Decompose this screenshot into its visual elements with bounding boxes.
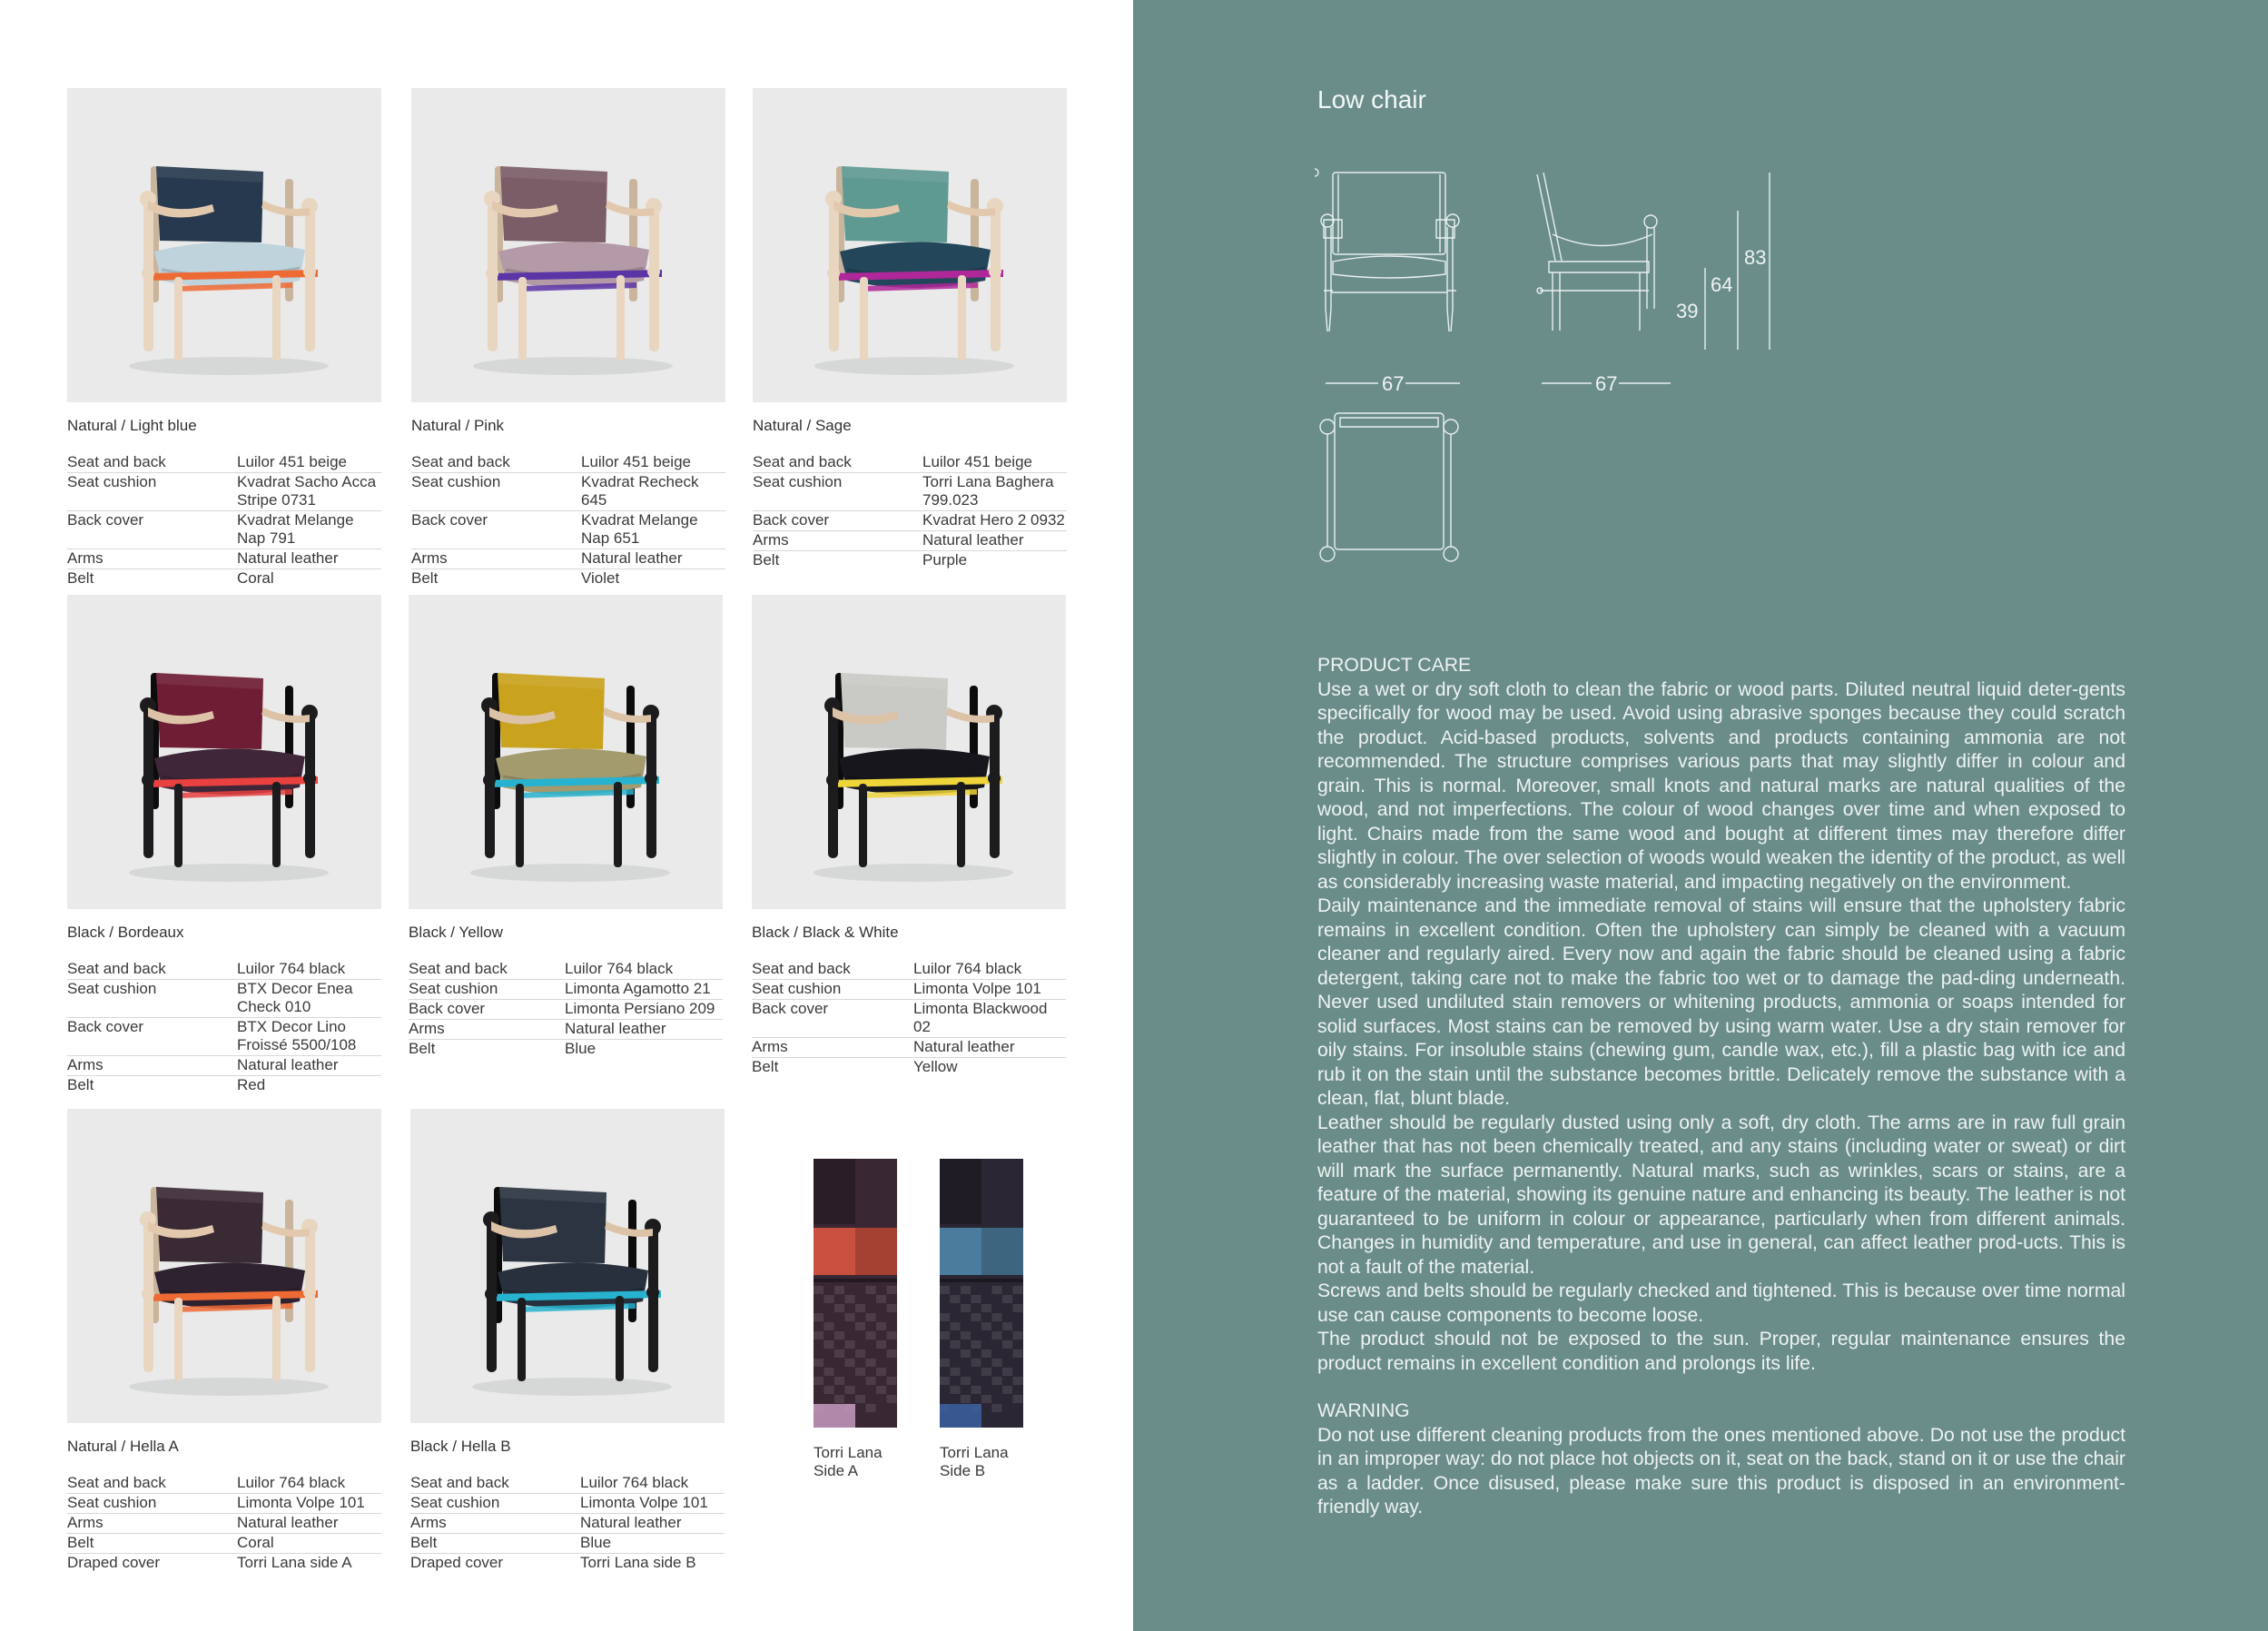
spec-row: [752, 1058, 1066, 1077]
spec-key: Back cover: [753, 511, 830, 529]
top-view-drawing: [1320, 413, 1458, 561]
chair-photo: [752, 595, 1066, 909]
spec-row: [67, 1554, 381, 1573]
spec-row: [753, 531, 1067, 551]
spec-key: Seat and back: [410, 1474, 509, 1491]
spec-row: [411, 549, 725, 569]
spec-row: [67, 511, 381, 549]
chair-illustration: [753, 88, 1067, 402]
spec-row: [411, 569, 725, 588]
spec-value: Natural leather: [237, 1514, 339, 1531]
variant-name: Black / Black & White: [752, 924, 899, 941]
product-card: [752, 595, 1066, 1077]
spec-row: [67, 1056, 381, 1076]
product-card: [67, 1109, 381, 1573]
spec-row: [410, 1474, 725, 1494]
variant-name: Natural / Light blue: [67, 417, 197, 434]
swatch-label-line2: Side A: [814, 1462, 859, 1479]
spec-key: Seat and back: [411, 453, 510, 470]
spec-value: Luilor 451 beige: [237, 453, 347, 470]
product-card: [67, 88, 381, 588]
product-card: [410, 1109, 725, 1573]
spec-key: Belt: [67, 1076, 94, 1093]
product-card: [409, 595, 723, 1059]
spec-row: [67, 1076, 381, 1095]
care-paragraph: The product should not be exposed to the sun. Proper, regular maintenance ensures the product remains in excellent condition and prolongs its life.: [1317, 1329, 2125, 1374]
dim-seat-height: 39: [1676, 300, 1699, 322]
fabric-swatch: [940, 1159, 1023, 1480]
swatch-label: [814, 1444, 897, 1480]
spec-key: Arms: [410, 1514, 447, 1531]
spec-row: [753, 473, 1067, 511]
product-card: [67, 595, 381, 1095]
spec-value: Luilor 451 beige: [581, 453, 691, 470]
spec-key: Seat cushion: [752, 980, 842, 997]
spec-row: [67, 1534, 381, 1554]
swatch-label-line2: Side B: [940, 1462, 986, 1479]
chair-photo: [411, 88, 725, 402]
spec-table: [752, 960, 1066, 1077]
spec-value: Natural leather: [237, 1056, 339, 1073]
chair-photo: [410, 1109, 725, 1423]
spec-value: Coral: [237, 1534, 274, 1551]
spec-key: Arms: [67, 1514, 104, 1531]
spec-row: [752, 960, 1066, 980]
spec-row: [67, 960, 381, 980]
swatch-label-line1: Torri Lana: [940, 1444, 1009, 1461]
spec-key: Draped cover: [67, 1554, 161, 1571]
spec-value: Luilor 764 black: [913, 960, 1022, 977]
spec-key: Belt: [67, 1534, 94, 1551]
swatch-image: [940, 1159, 1023, 1428]
front-view-drawing: [1321, 173, 1459, 331]
chair-illustration: [67, 1109, 381, 1423]
chair-illustration: [410, 1109, 725, 1423]
swatch-pattern: [940, 1159, 1023, 1428]
spec-value: BTX Decor Lino Froissé 5500/108: [237, 1018, 357, 1053]
chair-illustration: [411, 88, 725, 402]
spec-value: Limonta Volpe 101: [237, 1494, 365, 1511]
care-paragraph: Screws and belts should be regularly checked and tightened. This is because over time normal use can cause components to become loose.: [1317, 1280, 2125, 1326]
spec-value: Violet: [581, 569, 620, 587]
spec-row: [410, 1494, 725, 1514]
spec-key: Back cover: [67, 1018, 144, 1035]
spec-value: Natural leather: [237, 549, 339, 567]
spec-value: Natural leather: [922, 531, 1024, 549]
spec-value: Limonta Persiano 209: [565, 1000, 715, 1017]
product-care-page: [1133, 0, 2268, 1631]
spec-key: Seat and back: [67, 1474, 166, 1491]
spec-value: Luilor 764 black: [565, 960, 674, 977]
spec-key: Belt: [753, 551, 780, 568]
spec-value: Coral: [237, 569, 274, 587]
spec-value: Blue: [580, 1534, 612, 1551]
spec-value: Natural leather: [580, 1514, 682, 1531]
spec-row: [67, 1018, 381, 1056]
spec-table: [67, 453, 381, 588]
spec-key: Arms: [67, 549, 104, 567]
spec-row: [409, 1020, 723, 1040]
spec-key: Seat and back: [67, 960, 166, 977]
product-variants-page: [0, 0, 1133, 1631]
spec-value: Luilor 764 black: [237, 1474, 346, 1491]
spec-value: Limonta Volpe 101: [913, 980, 1041, 997]
dim-width-side: 67: [1595, 372, 1618, 395]
spec-row: [411, 511, 725, 549]
dimension-drawings: [1315, 163, 1805, 581]
spec-table: [67, 960, 381, 1095]
spec-value: Luilor 764 black: [580, 1474, 689, 1491]
spec-row: [67, 1494, 381, 1514]
spec-table: [753, 453, 1067, 570]
dim-width-front: 67: [1382, 372, 1405, 395]
spec-table: [411, 453, 725, 588]
spec-row: [411, 473, 725, 511]
chair-photo: [409, 595, 723, 909]
warning-heading: WARNING: [1317, 1400, 1410, 1421]
spec-key: Belt: [752, 1058, 779, 1075]
variant-name: Natural / Sage: [753, 417, 852, 434]
product-card: [411, 88, 725, 588]
spec-row: [409, 1040, 723, 1059]
spec-key: Seat cushion: [67, 1494, 157, 1511]
spec-value: Kvadrat Melange Nap 791: [237, 511, 354, 547]
spec-row: [753, 551, 1067, 570]
spec-table: [67, 1474, 381, 1573]
spec-row: [409, 980, 723, 1000]
spec-value: Purple: [922, 551, 968, 568]
chair-photo: [753, 88, 1067, 402]
care-paragraph: Daily maintenance and the immediate removal of stains will ensure that the upholstery fabric remains in excellent condition. Often the upholstery can simply be cleaned with a vacuum cleaner and regularly aired. Every now and again the fabric should be cleaned using a fabric detergent, taking care not to make the fabric too wet or to damage the pad-ding underneath. Never used undiluted stain removers or whitening products, ammonia or soaps intended for solid surfaces. Most stains can be removed by using warm water. Use a dry stain remover for oily stains. For insoluble stains (chewing gum, candle wax, etc.), fill a plastic bag with ice and rub it on the stain until the substance becomes brittle. Delicately remove the substance with a clean, flat, blunt blade.: [1317, 895, 2125, 1109]
spec-value: Yellow: [913, 1058, 958, 1075]
spec-key: Arms: [67, 1056, 104, 1073]
spec-key: Seat and back: [67, 453, 166, 470]
spec-key: Seat and back: [409, 960, 508, 977]
spec-row: [409, 960, 723, 980]
side-view-drawing: [1315, 169, 1657, 331]
spec-value: Torri Lana side B: [580, 1554, 696, 1571]
spec-value: Natural leather: [565, 1020, 666, 1037]
spec-value: BTX Decor Enea Check 010: [237, 980, 353, 1015]
spec-row: [67, 453, 381, 473]
spec-key: Back cover: [67, 511, 144, 529]
spec-key: Back cover: [409, 1000, 486, 1017]
spec-value: Kvadrat Melange Nap 651: [581, 511, 698, 547]
spec-value: Kvadrat Sacho Acca Stripe 0731: [237, 473, 377, 509]
variant-name: Natural / Pink: [411, 417, 505, 434]
spec-key: Seat cushion: [67, 473, 157, 490]
spec-key: Belt: [411, 569, 439, 587]
spec-key: Belt: [410, 1534, 438, 1551]
spec-key: Seat cushion: [753, 473, 843, 490]
spec-key: Seat cushion: [411, 473, 501, 490]
spec-row: [752, 1038, 1066, 1058]
spec-value: Torri Lana Baghera 799.023: [922, 473, 1054, 509]
chair-photo: [67, 88, 381, 402]
chair-illustration: [67, 88, 381, 402]
spec-row: [410, 1554, 725, 1573]
spec-key: Back cover: [411, 511, 488, 529]
spec-key: Draped cover: [410, 1554, 504, 1571]
warning-paragraph: Do not use different cleaning products from the ones mentioned above. Do not use the product in an improper way: do not place hot objects on it, seat on the back, stand on it or use the chair as a ladder. Once disused, please make sure this product is disposed in an environment-friendly way.: [1317, 1424, 2125, 1517]
dim-total-height: 83: [1744, 246, 1767, 269]
spec-table: [410, 1474, 725, 1573]
variant-name: Natural / Hella A: [67, 1438, 179, 1455]
spec-row: [410, 1534, 725, 1554]
spec-key: Arms: [752, 1038, 788, 1055]
spec-key: Seat cushion: [409, 980, 498, 997]
page-title: Low chair: [1317, 85, 1426, 114]
spec-table: [409, 960, 723, 1059]
spec-key: Arms: [411, 549, 448, 567]
dim-arm-height: 64: [1711, 273, 1733, 296]
spec-value: Natural leather: [913, 1038, 1015, 1055]
swatch-label-line1: Torri Lana: [814, 1444, 883, 1461]
chair-illustration: [752, 595, 1066, 909]
spec-row: [67, 569, 381, 588]
spec-value: Limonta Volpe 101: [580, 1494, 708, 1511]
spec-row: [753, 453, 1067, 473]
variant-name: Black / Hella B: [410, 1438, 511, 1455]
spec-value: Luilor 764 black: [237, 960, 346, 977]
spec-value: Torri Lana side A: [237, 1554, 352, 1571]
chair-photo: [67, 1109, 381, 1423]
spec-row: [67, 980, 381, 1018]
care-text: [1317, 654, 2125, 1520]
spec-key: Arms: [753, 531, 789, 549]
spec-key: Belt: [409, 1040, 436, 1057]
spec-key: Seat and back: [752, 960, 851, 977]
spec-key: Back cover: [752, 1000, 829, 1017]
spec-row: [67, 1514, 381, 1534]
spec-value: Limonta Blackwood 02: [913, 1000, 1048, 1035]
swatch-label: [940, 1444, 1023, 1480]
spec-value: Red: [237, 1076, 266, 1093]
spec-key: Arms: [409, 1020, 445, 1037]
spec-key: Seat and back: [753, 453, 852, 470]
care-paragraph: Use a wet or dry soft cloth to clean the fabric or wood parts. Diluted neutral liquid deter-gents specifically for wood may be used. Avoid using abrasive sponges because they could scratch the product. Acid-based products, solvents and products containing ammonia are not recommended. The structure comprises various parts that may slightly differ in colour and grain. This is normal. Moreover, small knots and natural marks are natural qualities of the wood, and not imperfections. The colour of wood changes over time and when exposed to light. Chairs made from the same wood and bought at different times may therefore differ slightly in colour. The over selection of woods would weaken the identity of the product, as well as considerably increasing waste material, and impacting negatively on the environment.: [1317, 678, 2125, 893]
spec-row: [67, 1474, 381, 1494]
spec-key: Seat cushion: [410, 1494, 500, 1511]
spec-value: Blue: [565, 1040, 597, 1057]
spec-value: Natural leather: [581, 549, 683, 567]
spec-row: [67, 473, 381, 511]
spec-row: [67, 549, 381, 569]
spec-row: [753, 511, 1067, 531]
spec-value: Luilor 451 beige: [922, 453, 1032, 470]
spec-row: [752, 1000, 1066, 1038]
swatch-pattern: [814, 1159, 897, 1428]
chair-photo: [67, 595, 381, 909]
spec-value: Kvadrat Recheck 645: [581, 473, 699, 509]
variant-name: Black / Yellow: [409, 924, 503, 941]
product-card: [753, 88, 1067, 570]
spec-key: Seat cushion: [67, 980, 157, 997]
chair-illustration: [67, 595, 381, 909]
care-paragraph: Leather should be regularly dusted using only a soft, dry cloth. The arms are in raw full grain leather that has not been chemically treated, and any stains (including water or sweat) or dirt will mark the surface permanently. Natural marks, such as wrinkles, scars or stains, are a feature of the material, showing its genuine nature and enhancing its beauty. The leather is not guaranteed to be uniform in colour or appearance, particularly when from different animals. Changes in humidity and temperature, and use in general, can affect leather prod-ucts. This is not a fault of the material.: [1317, 1112, 2125, 1278]
care-heading: PRODUCT CARE: [1317, 655, 1472, 676]
spec-row: [410, 1514, 725, 1534]
spec-row: [752, 980, 1066, 1000]
swatch-image: [814, 1159, 897, 1428]
fabric-swatch: [814, 1159, 897, 1480]
spec-key: Belt: [67, 569, 94, 587]
spec-row: [409, 1000, 723, 1020]
chair-illustration: [409, 595, 723, 909]
spec-value: Limonta Agamotto 21: [565, 980, 711, 997]
spec-value: Kvadrat Hero 2 0932: [922, 511, 1065, 529]
variant-name: Black / Bordeaux: [67, 924, 184, 941]
spec-row: [411, 453, 725, 473]
